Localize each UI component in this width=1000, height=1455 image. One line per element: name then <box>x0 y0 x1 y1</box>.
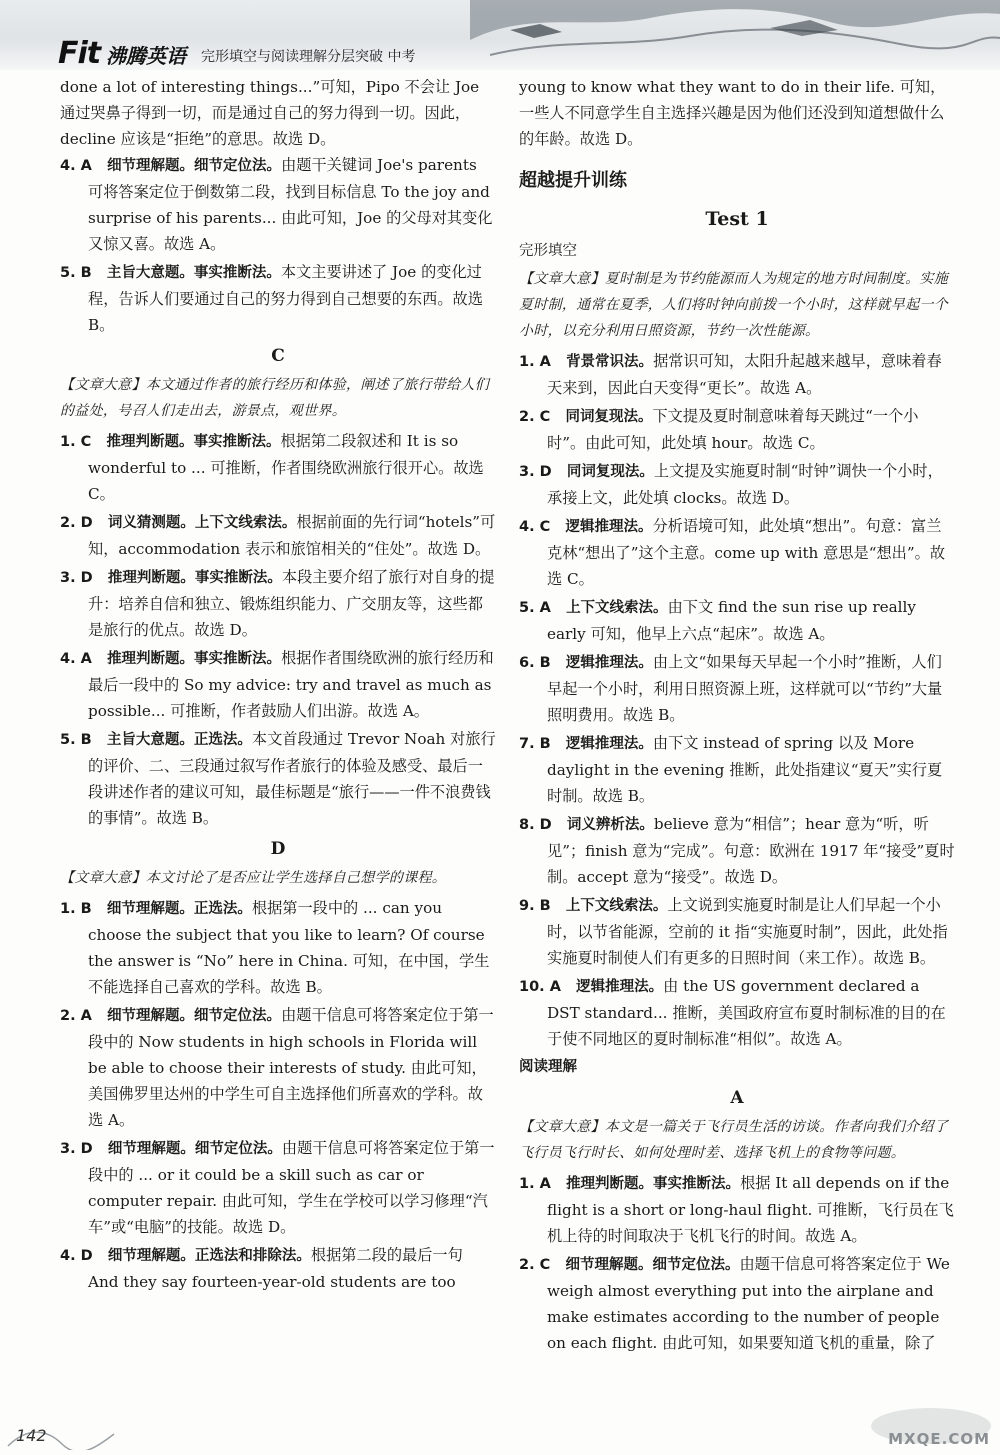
answer-number: 5. B <box>60 265 92 281</box>
answer-method: 逻辑推理法。 <box>576 979 664 995</box>
answer-item <box>60 1135 496 1240</box>
answer-method: 推理判断题。事实推断法。 <box>566 1176 741 1192</box>
answer-method: 上下文线索法。 <box>565 898 668 914</box>
answer-explanation: 由题干信息可将答案定位于第一段中的 Now students in high schools in Florida will be able to choose their interests of study. 由此可知，美国佛罗里达州的中学生可自主选择他们所喜欢的学科。故选 A。 <box>88 1006 494 1129</box>
answer-item <box>519 811 955 890</box>
answer-explanation: 根据前面的先行词“hotels”可知，accommodation 表示和旅馆相关的“住处”。故选 D。 <box>88 513 496 558</box>
section-letter: C <box>271 346 285 366</box>
page-number: 142 <box>16 1426 47 1445</box>
answer-item <box>519 348 955 401</box>
answer-number: 1. B <box>60 901 92 917</box>
right-column <box>519 74 955 1358</box>
answer-number: 9. B <box>519 898 551 914</box>
answer-explanation: 根据第二段叙述和 It is so wonderful to ... 可推断，作者围绕欧洲旅行很开心。故选 C。 <box>88 432 484 503</box>
answer-number: 5. B <box>60 732 92 748</box>
answer-method: 细节理解题。细节定位法。 <box>107 158 282 174</box>
answer-method: 上下文线索法。 <box>566 600 668 616</box>
answer-method: 细节理解题。正选法。 <box>106 901 252 917</box>
book-subtitle: 完形填空与阅读理解分层突破 中考 <box>201 49 416 65</box>
answer-number: 3. D <box>60 1141 93 1157</box>
answer-method: 细节理解题。细节定位法。 <box>565 1257 740 1273</box>
answer-method: 细节理解题。细节定位法。 <box>107 1008 282 1024</box>
answer-item <box>519 513 955 592</box>
answer-method: 细节理解题。正选法和排除法。 <box>107 1248 311 1264</box>
paragraph: young to know what they want to do in their life. 可知，一些人不同意学生自主选择兴趣是因为他们还没到知道想做什么的年龄。故选 D。 <box>519 78 946 148</box>
answer-item <box>519 458 955 511</box>
answer-explanation: 由 the US government declared a DST standard... 推断，美国政府宣布夏时制标准的目的在于使不同地区的夏时制标准“相似”。故选 A。 <box>547 977 946 1048</box>
answer-number: 2. D <box>60 515 93 531</box>
answer-method: 同词复现法。 <box>565 409 653 425</box>
header-decoration <box>470 0 1000 70</box>
answer-explanation: 据常识可知，太阳升起越来越早，意味着春天来到，因此白天变得“更长”。故选 A。 <box>547 352 942 397</box>
answer-number: 4. A <box>60 158 92 174</box>
answer-explanation: 下文提及夏时制意味着每天跳过“一个小时”。由此可知，此处填 hour。故选 C。 <box>547 407 919 452</box>
watermark-text: MXQE.COM <box>888 1430 990 1448</box>
sub-heading: 阅读理解 <box>519 1059 577 1075</box>
answer-explanation: 由题干信息可将答案定位于 We weigh almost everything put into the airplane and make estimates according to the number of people on each flight. 由此可知，如果要知道飞机的重量，除了 <box>547 1255 950 1352</box>
article-summary: 【文章大意】夏时制是为节约能源而人为规定的地方时间制度。实施夏时制，通常在夏季，人们将时钟向前拨一个小时，这样就早起一个小时，以充分利用日照资源，节约一次性能源。 <box>519 271 948 339</box>
answer-item <box>519 1251 955 1356</box>
answer-item <box>519 594 955 647</box>
section-letter: A <box>730 1088 744 1108</box>
answer-explanation: 根据作者围绕欧洲的旅行经历和最后一段中的 So my advice: try and travel as much as possible... 可推断，作者鼓励人们出游。故选 A。 <box>88 649 494 720</box>
answer-item <box>60 726 496 831</box>
answer-item <box>60 895 496 1000</box>
answer-explanation: 由上文“如果每天早起一个小时”推断，人们早起一个小时，利用日照资源上班，这样就可以“节约”大量照明费用。故选 B。 <box>547 653 943 724</box>
answer-method: 同词复现法。 <box>566 464 654 480</box>
answer-item <box>519 1170 955 1249</box>
answer-number: 6. B <box>519 655 551 671</box>
answer-number: 2. C <box>519 1257 551 1273</box>
answer-number: 7. B <box>519 736 551 752</box>
answer-item <box>60 1002 496 1133</box>
answer-number: 1. A <box>519 1176 551 1192</box>
answer-item <box>60 152 496 257</box>
answer-item <box>60 1242 496 1295</box>
answer-number: 4. C <box>519 519 551 535</box>
answer-item <box>60 509 496 562</box>
brand-name: 沸腾英语 <box>106 44 186 68</box>
answer-item <box>519 403 955 456</box>
answer-explanation: 由下文 find the sun rise up really early 可知，他早上六点“起床”。故选 A。 <box>547 598 916 643</box>
answer-explanation: 根据 It all depends on if the flight is a short or long-haul flight. 可推断，飞行员在飞机上待的时间取决于飞机飞行的时间。故选 A。 <box>547 1174 954 1245</box>
answer-item <box>519 973 955 1052</box>
answer-method: 推理判断题。事实推断法。 <box>106 434 281 450</box>
answer-explanation: 本文首段通过 Trevor Noah 对旅行的评价、二、三段通过叙写作者旅行的体验及感受、最后一段讲述作者的建议可知，最佳标题是“旅行——一件不浪费钱的事情”。故选 B。 <box>88 730 496 827</box>
answer-item <box>60 259 496 338</box>
answer-number: 2. A <box>60 1008 92 1024</box>
answer-item <box>60 645 496 724</box>
answer-explanation: 分析语境可知，此处填“想出”。句意：富兰克林“想出了”这个主意。come up with 意思是“想出”。故选 C。 <box>547 517 946 588</box>
left-column <box>60 74 496 1297</box>
answer-method: 逻辑推理法。 <box>565 519 653 535</box>
answer-explanation: 由下文 instead of spring 以及 More daylight in the evening 推断，此处指建议“夏天”实行夏时制。故选 B。 <box>547 734 943 805</box>
answer-number: 5. A <box>519 600 551 616</box>
answer-method: 逻辑推理法。 <box>565 655 653 671</box>
answer-method: 主旨大意题。正选法。 <box>106 732 252 748</box>
answer-number: 3. D <box>60 570 93 586</box>
article-summary: 【文章大意】本文通过作者的旅行经历和体验，阐述了旅行带给人们的益处，号召人们走出去，游景点，观世界。 <box>60 377 489 419</box>
answer-number: 1. C <box>60 434 92 450</box>
answer-explanation: 上文提及实施夏时制“时钟”调快一个小时，承接上文，此处填 clocks。故选 D。 <box>547 462 943 507</box>
answer-method: 词义辨析法。 <box>566 817 654 833</box>
test-title: Test 1 <box>705 208 769 230</box>
answer-method: 逻辑推理法。 <box>565 736 653 752</box>
answer-number: 4. A <box>60 651 92 667</box>
answer-number: 2. C <box>519 409 551 425</box>
answer-number: 10. A <box>519 979 561 995</box>
answer-explanation: 本文主要讲述了 Joe 的变化过程，告诉人们要通过自己的努力得到自己想要的东西。故选 B。 <box>88 263 483 334</box>
answer-explanation: 根据第一段中的 ... can you choose the subject that you like to learn? Of course the answer is “No” here in China. 可知，在中国，学生不能选择自己喜欢的学科。故选 B。 <box>88 899 490 996</box>
answer-item <box>519 892 955 971</box>
paragraph: done a lot of interesting things...”可知，Pipo 不会让 Joe 通过哭鼻子得到一切，而是通过自己的努力得到一切。因此，decline 应该是“拒绝”的意思。故选 D。 <box>60 78 480 148</box>
answer-item <box>519 730 955 809</box>
brand-logo: Fit <box>58 36 101 70</box>
answer-number: 1. A <box>519 354 551 370</box>
answer-method: 推理判断题。事实推断法。 <box>107 651 282 667</box>
answer-explanation: 上文说到实施夏时制是让人们早起一个小时，以节省能源，空前的 it 指“实施夏时制”，因此，此处指实施夏时制使人们有更多的日照时间（来工作）。故选 B。 <box>547 896 948 967</box>
answer-explanation: 由题干信息可将答案定位于第一段中的 ... or it could be a skill such as car or computer repair. 由此可知，学生在学校可以学习修理“汽车”或“电脑”的技能。故选 D。 <box>88 1139 495 1236</box>
answer-method: 细节理解题。细节定位法。 <box>107 1141 282 1157</box>
section-title: 超越提升训练 <box>519 170 627 191</box>
answer-explanation: believe 意为“相信”；hear 意为“听，听见”；finish 意为“完成”。句意：欧洲在 1917 年“接受”夏时制。accept 意为“接受”。故选 D。 <box>547 815 955 886</box>
answer-number: 8. D <box>519 817 552 833</box>
answer-item <box>519 649 955 728</box>
answer-item <box>60 428 496 507</box>
answer-method: 主旨大意题。事实推断法。 <box>106 265 281 281</box>
answer-number: 4. D <box>60 1248 93 1264</box>
answer-explanation: 本段主要介绍了旅行对自身的提升：培养自信和独立、锻炼组织能力、广交朋友等，这些都是旅行的优点。故选 D。 <box>88 568 495 639</box>
sub-heading: 完形填空 <box>519 243 577 259</box>
answer-explanation: 根据第二段的最后一句 And they say fourteen-year-old students are too <box>88 1246 463 1291</box>
article-summary: 【文章大意】本文讨论了是否应让学生选择自己想学的课程。 <box>60 870 447 886</box>
answer-explanation: 由题干关键词 Joe's parents 可将答案定位于倒数第二段，找到目标信息 To the joy and surprise of his parents... 由此可知，Joe 的父母对其变化又惊又喜。故选 A。 <box>88 156 493 253</box>
section-letter: D <box>270 839 286 859</box>
answer-method: 推理判断题。事实推断法。 <box>107 570 282 586</box>
answer-number: 3. D <box>519 464 552 480</box>
page-header <box>0 0 1000 70</box>
answer-method: 背景常识法。 <box>566 354 654 370</box>
answer-item <box>60 564 496 643</box>
answer-method: 词义猜测题。上下文线索法。 <box>107 515 297 531</box>
article-summary: 【文章大意】本文是一篇关于飞行员生活的访谈。作者向我们介绍了飞行员飞行时长、如何处理时差、选择飞机上的食物等问题。 <box>519 1119 948 1161</box>
